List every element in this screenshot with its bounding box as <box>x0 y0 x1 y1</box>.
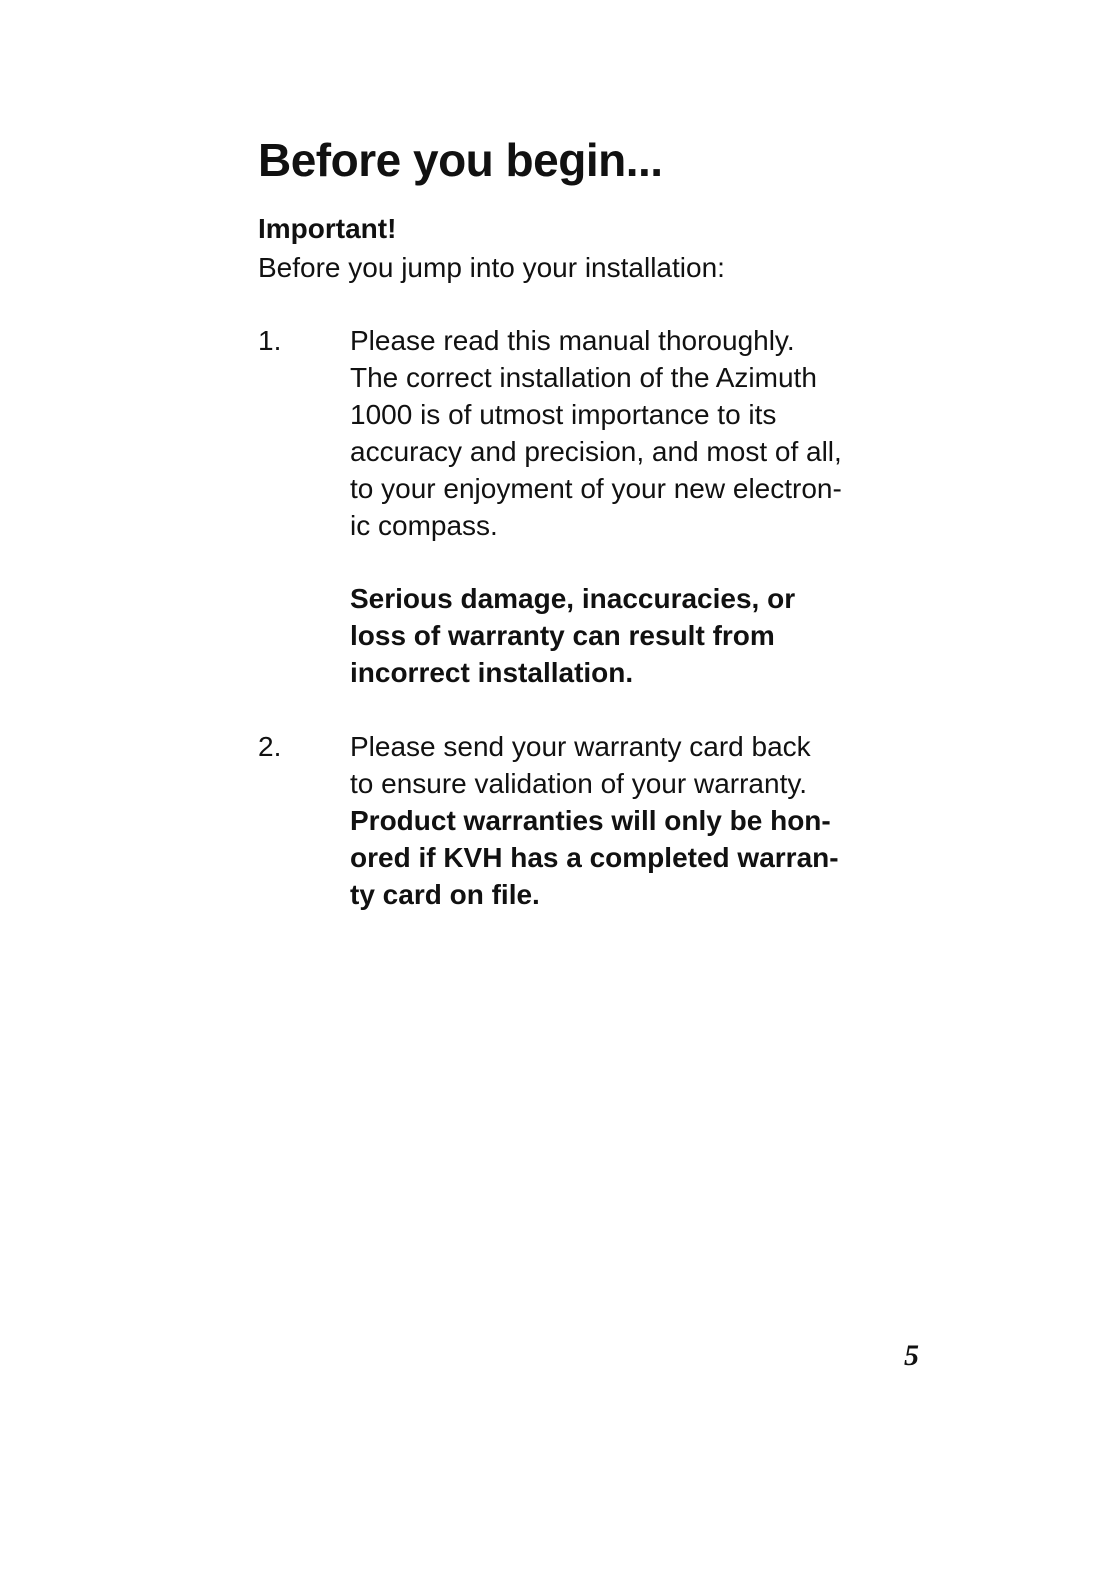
warning-line: loss of warranty can result from <box>350 620 775 651</box>
intro-text: Before you jump into your installation: <box>258 252 725 283</box>
page-title: Before you begin... <box>258 134 663 186</box>
important-heading: Important! <box>258 213 397 244</box>
damage-warning <box>350 580 900 691</box>
warranty-warning-line: ty card on file. <box>350 879 540 910</box>
list-item-number: 2. <box>258 731 282 762</box>
page-number: 5 <box>904 1339 919 1372</box>
body-line: Please read this manual thoroughly. <box>350 325 795 356</box>
body-line: 1000 is of utmost importance to its <box>350 399 777 430</box>
body-line: ic compass. <box>350 510 498 541</box>
body-line: The correct installation of the Azimuth <box>350 362 817 393</box>
body-line: Please send your warranty card back <box>350 731 811 762</box>
warranty-warning-line: Product warranties will only be hon- <box>350 805 831 836</box>
warning-line: Serious damage, inaccuracies, or <box>350 583 796 614</box>
list-item-number: 1. <box>258 325 282 356</box>
warning-line: incorrect installation. <box>350 657 634 688</box>
list-item-body <box>350 728 900 913</box>
body-line: accuracy and precision, and most of all, <box>350 436 842 467</box>
body-line: to ensure validation of your warranty. <box>350 768 808 799</box>
list-item-body <box>350 322 900 544</box>
body-line: to your enjoyment of your new electron- <box>350 473 842 504</box>
warranty-warning-line: ored if KVH has a completed warran- <box>350 842 839 873</box>
